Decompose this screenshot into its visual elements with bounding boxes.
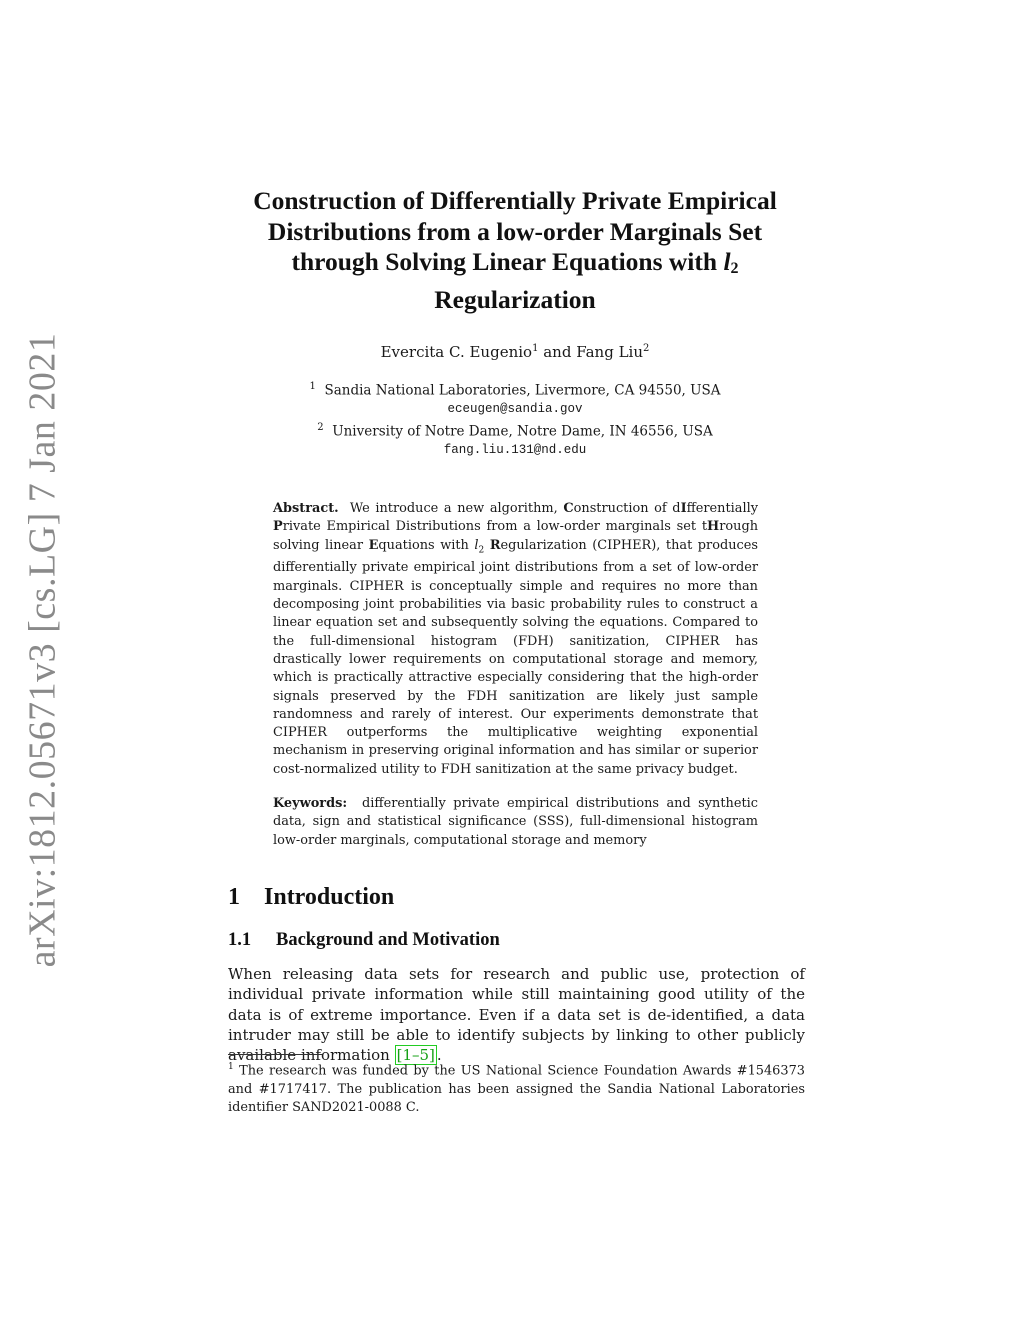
title-math-sub: 2 [730, 260, 739, 277]
abstract-math-sub: 2 [478, 545, 485, 556]
footnote-mark: 1 [228, 1062, 234, 1072]
abstract-bold-letter: C [563, 501, 574, 516]
title-line-3: through Solving Linear Equations with [291, 247, 718, 276]
citation-link[interactable]: [1–5] [396, 1046, 435, 1065]
abstract-part: We introduce a new algorithm, [349, 501, 564, 516]
abstract-bold-letter: P [273, 519, 283, 535]
abstract-part: rivate Empirical Distributions from a low-order marginals set t [282, 519, 708, 535]
author-1: Evercita C. Eugenio [380, 343, 533, 361]
body-paragraph [228, 964, 805, 1065]
abstract [273, 500, 758, 779]
keywords-label: Keywords: [273, 796, 348, 811]
title-line-4: Regularization [434, 284, 596, 314]
abstract-bold-letter: E [368, 537, 379, 553]
title-line-1: Construction of Differentially Private Empirical [253, 186, 777, 215]
affiliation-2-email[interactable]: fang.liu.131@nd.edu [443, 442, 587, 457]
author-1-mark: 1 [532, 343, 539, 354]
affiliation-1-org: Sandia National Laboratories, Livermore, CA 94550, USA [324, 382, 721, 399]
abstract-part: quations with [378, 537, 475, 553]
section-number: 1 [228, 884, 240, 910]
affiliation-1 [200, 378, 830, 400]
abstract-math-l: l [474, 537, 479, 553]
author-2: Fang Liu [576, 343, 644, 361]
subsection-number: 1.1 [228, 930, 252, 950]
footnote-text: The research was funded by the US National Science Foundation Awards #1546373 and #1717417. The publication has been assigned the Sandia National Laboratories identifier SAND2021-0088 C. [228, 1063, 805, 1115]
keywords-text: differentially private empirical distributions and synthetic data, sign and statistical significance (SSS), full-dimensional histogram low-order marginals, computational storage and memory [273, 796, 758, 848]
affiliation-2-mark: 2 [317, 421, 324, 433]
affiliations [200, 378, 830, 459]
footnote-rule [228, 1054, 322, 1055]
affiliation-2-org: University of Notre Dame, Notre Dame, IN 46556, USA [332, 423, 713, 439]
keywords [273, 795, 758, 850]
subsection-title: Background and Motivation [276, 930, 500, 950]
section-title: Introduction [264, 884, 395, 910]
abstract-part: rough solving linear [273, 519, 758, 553]
author-2-mark: 2 [643, 343, 650, 354]
arxiv-watermark [4, 332, 80, 968]
author-conjunction: and [543, 343, 572, 361]
title-math-l: l [723, 247, 731, 276]
section-heading-introduction [228, 884, 394, 911]
affiliation-1-mark: 1 [309, 381, 316, 392]
subsection-heading-background [228, 930, 500, 951]
body-end: . [436, 1046, 442, 1065]
title-line-2: Distributions from a low-order Marginals Set [267, 216, 763, 246]
abstract-bold-letter: H [707, 519, 720, 535]
body-text: When releasing data sets for research and public use, protection of individual private information while still maintaining good utility of the data is of extreme importance. Even if a data set is de-identified, a data intruder may still be able to identify subjects by linking to other publicly available information [228, 965, 805, 1065]
affiliation-1-email[interactable]: eceugen@sandia.gov [447, 402, 583, 416]
abstract-label: Abstract. [273, 501, 339, 516]
affiliation-2 [200, 419, 830, 441]
paper-title [200, 186, 830, 315]
abstract-part: onstruction of d [573, 501, 681, 516]
abstract-part: egularization (CIPHER), that produces differentially private empirical joint distributions from a set of low-order marginals. CIPHER is conceptually simple and requires no more than decomposing joint probabilities via basic probability rules to construct a linear equation set and subsequently solving the equations. Compared to the full-dimensional histogram (FDH) sanitization, CIPHER has drastically lower requirements on computational storage and memory, which is practically attractive especially considering that the high-order signals preserved by the FDH sanitization are likely just sample randomness and rarely of interest. Our experiments demonstrate that CIPHER outperforms the multiplicative weighting exponential mechanism in preserving original information and has similar or superior cost-normalized utility to FDH sanitization at the same privacy budget. [273, 537, 758, 777]
author-list [200, 343, 830, 361]
abstract-bold-letter: R [489, 537, 501, 553]
arxiv-id: arXiv:1812.05671v3 [cs.LG] 7 Jan 2021 [21, 332, 64, 968]
abstract-bold-letter: I [680, 501, 687, 516]
abstract-part: fferentially [686, 501, 758, 516]
footnote [228, 1058, 805, 1117]
